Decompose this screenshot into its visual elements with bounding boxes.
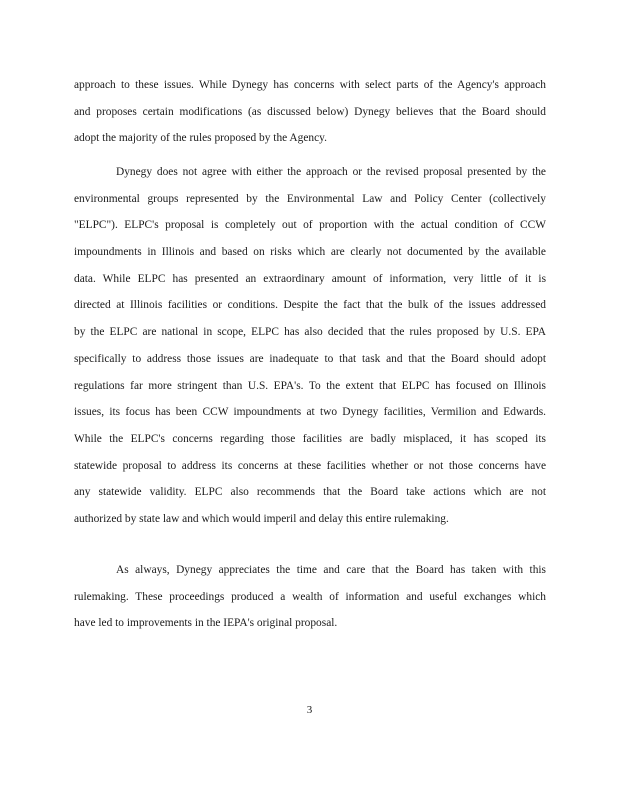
paragraph-line: environmental groups represented by the Environmental Law and Policy Center (collectively (74, 192, 546, 205)
paragraph-line: authorized by state law and which would imperil and delay this entire rulemaking. (74, 512, 449, 525)
paragraph-line: statewide proposal to address its concerns at these facilities whether or not those concerns have (74, 459, 546, 472)
paragraph-line: and proposes certain modifications (as discussed below) Dynegy believes that the Board should (74, 105, 546, 118)
paragraph-line: As always, Dynegy appreciates the time and care that the Board has taken with this (116, 564, 546, 576)
paragraph-line: any statewide validity. ELPC also recommends that the Board take actions which are not (74, 486, 546, 499)
paragraph-line: adopt the majority of the rules proposed by the Agency. (74, 132, 327, 145)
paragraph-line: by the ELPC are national in scope, ELPC has also decided that the rules proposed by U.S. EPA (74, 326, 546, 339)
paragraph-line: impoundments in Illinois and based on risks which are clearly not documented by the available (74, 246, 546, 259)
page-number: 3 (306, 704, 313, 716)
paragraph-2 (74, 159, 546, 533)
paragraph-line: have led to improvements in the IEPA's original proposal. (74, 617, 338, 630)
paragraph-line: regulations far more stringent than U.S. EPA's. To the extent that ELPC has focused on Illinois (74, 379, 546, 392)
paragraph-line: Dynegy does not agree with either the approach or the revised proposal presented by the (116, 166, 546, 178)
paragraph-line: "ELPC"). ELPC's proposal is completely out of proportion with the actual condition of CCW (74, 219, 546, 232)
paragraph-3 (74, 557, 546, 637)
paragraph-line: directed at Illinois facilities or conditions. Despite the fact that the bulk of the issues addressed (74, 299, 546, 312)
paragraph-line: While the ELPC's concerns regarding those facilities are badly misplaced, it has scoped its (74, 432, 546, 445)
paragraph-line: approach to these issues. While Dynegy has concerns with select parts of the Agency's approach (74, 79, 546, 91)
paragraph-line: specifically to address those issues are inadequate to that task and that the Board should adopt (74, 352, 546, 365)
paragraph-1 (74, 72, 546, 152)
paragraph-line: data. While ELPC has presented an extraordinary amount of information, very little of it is (74, 272, 546, 285)
paragraph-line: rulemaking. These proceedings produced a wealth of information and useful exchanges which (74, 590, 546, 603)
paragraph-line: issues, its focus has been CCW impoundments at two Dynegy facilities, Vermilion and Edwards. (74, 406, 546, 419)
